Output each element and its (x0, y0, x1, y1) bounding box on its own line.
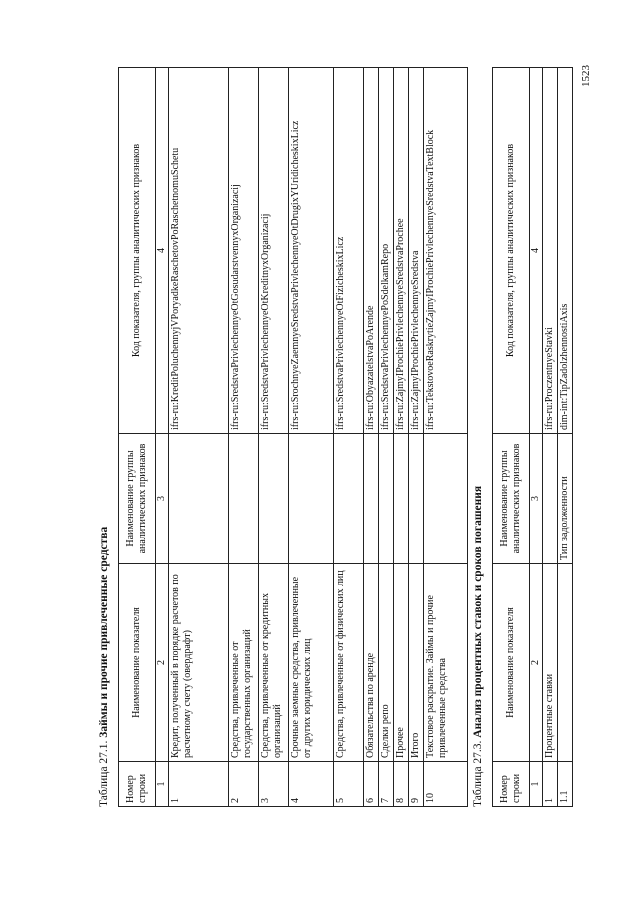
table1-colnum: 3 (156, 434, 169, 564)
table1-colnum: 1 (156, 762, 169, 807)
row-group (169, 434, 229, 564)
row-number: 10 (424, 762, 468, 807)
table-row (289, 68, 334, 807)
row-code: ifrs-ru:KreditPoluchennyjVPoryadkeRaschetovPoRaschetnomuSchetu (169, 68, 229, 434)
row-group (543, 434, 558, 564)
table1-colnum: 2 (156, 564, 169, 762)
table-row (558, 68, 573, 807)
row-number: 1.1 (558, 762, 573, 807)
row-name: Срочные заемные средства, привлеченные от других юридических лиц (289, 564, 334, 762)
table2-header-group: Наименование группы аналитических признаков (493, 434, 530, 564)
table2-caption-prefix: Таблица 27.3. (472, 740, 484, 807)
row-code: ifrs-ru:ZajmyIProchiePrivlechennyeSredstvaProchee (394, 68, 409, 434)
table1-column-numbers (156, 68, 169, 807)
table1-header-group: Наименование группы аналитических признаков (119, 434, 156, 564)
row-name: Итого (409, 564, 424, 762)
table-row (543, 68, 558, 807)
row-group (289, 434, 334, 564)
table-row (424, 68, 468, 807)
row-number: 2 (229, 762, 259, 807)
table1-header-code: Код показателя, группы аналитических признаков (119, 68, 156, 434)
row-name: Обязательства по аренде (364, 564, 379, 762)
table2-column-numbers (530, 68, 543, 807)
table-row (379, 68, 394, 807)
table1-header-row (119, 68, 156, 807)
row-group (229, 434, 259, 564)
table1-caption (98, 527, 110, 807)
table2-header-number: Номер строки (493, 762, 530, 807)
row-number: 3 (259, 762, 289, 807)
row-code: ifrs-ru:SredstvaPrivlechennyeOtGosudarstvennyxOrganizacij (229, 68, 259, 434)
table2-colnum: 4 (530, 68, 543, 434)
table1-caption-title: Займы и прочие привлеченные средства (98, 526, 110, 738)
row-group (379, 434, 394, 564)
row-name: Средства, привлеченные от физических лиц (334, 564, 364, 762)
row-group (334, 434, 364, 564)
row-group (394, 434, 409, 564)
table-row (229, 68, 259, 807)
row-code: dim-int:TipZadolzhennostiAxis (558, 68, 573, 434)
row-group: Тип задолженности (558, 434, 573, 564)
table1-colnum: 4 (156, 68, 169, 434)
table2 (492, 67, 573, 807)
row-number: 9 (409, 762, 424, 807)
page-number: 1523 (580, 65, 592, 87)
table-row (334, 68, 364, 807)
row-group (364, 434, 379, 564)
row-name: Средства, привлеченные от кредитных организаций (259, 564, 289, 762)
table1-caption-prefix: Таблица 27.1. (98, 740, 110, 807)
table2-header-row (493, 68, 530, 807)
table1 (118, 67, 468, 807)
row-number: 7 (379, 762, 394, 807)
table2-colnum: 2 (530, 564, 543, 762)
row-number: 1 (543, 762, 558, 807)
row-name: Текстовое раскрытие. Займы и прочие привлеченные средства (424, 564, 468, 762)
table2-header-code: Код показателя, группы аналитических признаков (493, 68, 530, 434)
row-name (558, 564, 573, 762)
row-number: 5 (334, 762, 364, 807)
row-code: ifrs-ru:ZajmyIProchiePrivlechennyeSredstva (409, 68, 424, 434)
row-group (409, 434, 424, 564)
table1-header-number: Номер строки (119, 762, 156, 807)
row-code: ifrs-ru:SredstvaPrivlechennyeOtKreditnyxOrganizacij (259, 68, 289, 434)
table-row (259, 68, 289, 807)
table-row (364, 68, 379, 807)
row-name: Средства, привлеченные от государственных организаций (229, 564, 259, 762)
table1-header-name: Наименование показателя (119, 564, 156, 762)
row-code: ifrs-ru:SredstvaPrivlechennyeOtFizicheskixLicz (334, 68, 364, 434)
row-name: Кредит, полученный в порядке расчетов по расчетному счету (овердрафт) (169, 564, 229, 762)
row-code: ifrs-ru:SredstvaPrivlechennyePoSdelkamRepo (379, 68, 394, 434)
row-name: Прочее (394, 564, 409, 762)
row-group (259, 434, 289, 564)
table-row (394, 68, 409, 807)
row-code: ifrs-ru:ObyazatelstvaPoArende (364, 68, 379, 434)
table2-colnum: 3 (530, 434, 543, 564)
table-row (169, 68, 229, 807)
row-code: ifrs-ru:TekstovoeRaskrytieZajmyIProchiePrivlechennyeSredstvaTextBlock (424, 68, 468, 434)
row-number: 1 (169, 762, 229, 807)
row-name: Процентные ставки (543, 564, 558, 762)
row-name: Сделки репо (379, 564, 394, 762)
row-number: 4 (289, 762, 334, 807)
row-number: 8 (394, 762, 409, 807)
row-number: 6 (364, 762, 379, 807)
table2-header-name: Наименование показателя (493, 564, 530, 762)
row-group (424, 434, 468, 564)
table-row (409, 68, 424, 807)
table2-caption-title: Анализ процентных ставок и сроков погашения (472, 485, 484, 738)
row-code: ifrs-ru:ProczentnyeStavki (543, 68, 558, 434)
table2-colnum: 1 (530, 762, 543, 807)
row-code: ifrs-ru:SrochnyeZaemnyeSredstvaPrivlechennyeOtDrugixYUridicheskixLicz (289, 68, 334, 434)
table2-caption (472, 486, 484, 807)
